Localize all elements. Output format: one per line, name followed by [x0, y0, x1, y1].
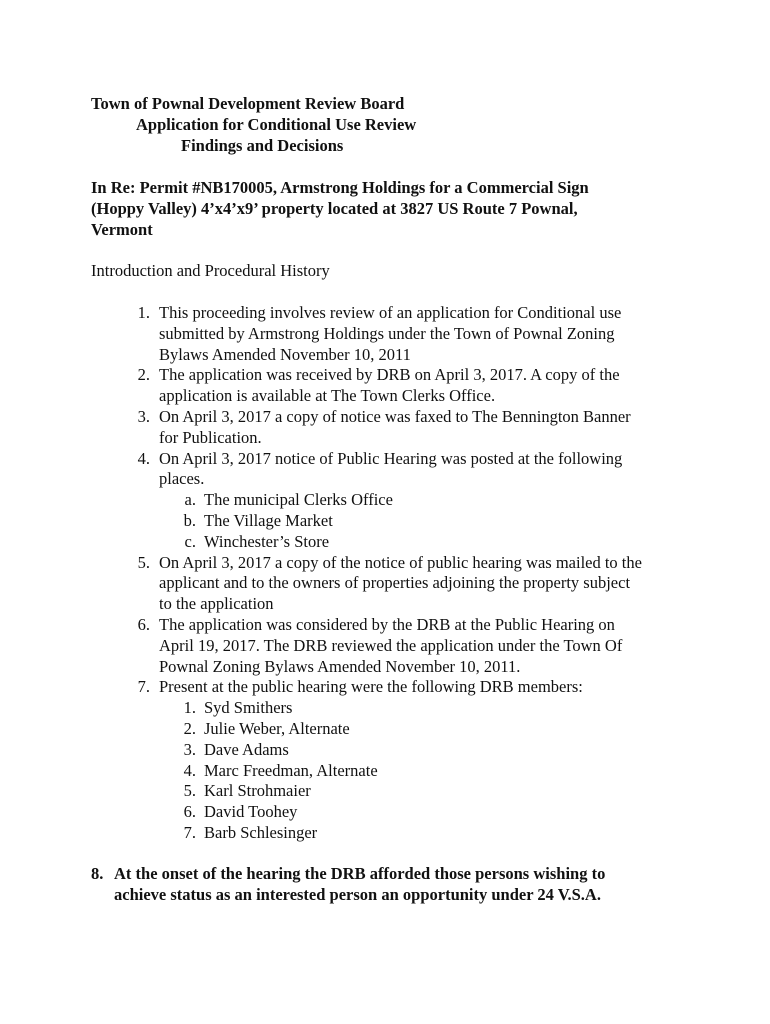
- list-item-number: 6.: [137, 615, 150, 634]
- sub-item-number: a.: [184, 490, 196, 510]
- list-item-line: application is available at The Town Clerks Office.: [159, 386, 496, 406]
- list-item-number: 1.: [137, 303, 150, 322]
- list-item-line: April 19, 2017. The DRB reviewed the application under the Town Of: [159, 635, 623, 655]
- list-item-line: Bylaws Amended November 10, 2011: [159, 344, 411, 364]
- list-item-line: On April 3, 2017 a copy of the notice of public hearing was mailed to the: [159, 552, 642, 572]
- list-item-line: submitted by Armstrong Holdings under the Town of Pownal Zoning: [159, 323, 615, 343]
- list-item-line: The application was received by DRB on April 3, 2017. A copy of the: [159, 365, 620, 385]
- sub-item-number: 3.: [183, 739, 196, 759]
- sub-item-number: c.: [184, 531, 196, 551]
- list-item-line: Pownal Zoning Bylaws Amended November 10, 2011.: [159, 656, 521, 676]
- list-item-number: 7.: [137, 677, 150, 697]
- sub-item-text: Julie Weber, Alternate: [204, 719, 350, 738]
- sub-item-text: David Toohey: [204, 802, 298, 822]
- list-item-number: 3.: [137, 407, 150, 426]
- sub-item-text: The municipal Clerks Office: [204, 490, 393, 510]
- list-item-line: On April 3, 2017 a copy of notice was faxed to The Bennington Banner: [159, 407, 631, 426]
- re-line-2: (Hoppy Valley) 4’x4’x9’ property located at 3827 US Route 7 Pownal,: [91, 199, 578, 218]
- item-8-number: 8.: [91, 864, 104, 883]
- list-item-line: The application was considered by the DRB at the Public Hearing on: [159, 615, 615, 634]
- sub-item-number: 5.: [183, 781, 196, 801]
- sub-item-text: Winchester’s Store: [204, 531, 330, 551]
- sub-item-text: Karl Strohmaier: [204, 781, 311, 801]
- sub-item-number: 7.: [183, 823, 196, 842]
- sub-item-text: Barb Schlesinger: [204, 823, 318, 842]
- re-line-1: In Re: Permit #NB170005, Armstrong Holdings for a Commercial Sign: [91, 178, 589, 197]
- board-title: Town of Pownal Development Review Board: [91, 94, 405, 113]
- list-item-line: Present at the public hearing were the following DRB members:: [159, 677, 583, 697]
- list-item-number: 4.: [137, 448, 150, 468]
- list-item-number: 2.: [137, 365, 150, 385]
- application-title: Application for Conditional Use Review: [136, 115, 417, 134]
- findings-title: Findings and Decisions: [181, 136, 344, 155]
- sub-item-number: 2.: [183, 719, 196, 738]
- sub-item-text: The Village Market: [204, 511, 333, 530]
- list-item-number: 5.: [137, 552, 150, 572]
- sub-item-number: b.: [183, 511, 196, 530]
- sub-item-number: 1.: [183, 698, 196, 718]
- sub-item-number: 6.: [183, 802, 196, 822]
- item-8-line-2: achieve status as an interested person an opportunity under 24 V.S.A.: [114, 885, 601, 904]
- sub-item-text: Marc Freedman, Alternate: [204, 760, 378, 780]
- list-item-line: On April 3, 2017 notice of Public Hearing was posted at the following: [159, 448, 623, 468]
- sub-item-text: Syd Smithers: [204, 698, 293, 718]
- list-item-line: for Publication.: [159, 427, 262, 447]
- list-item-line: This proceeding involves review of an application for Conditional use: [159, 303, 622, 322]
- re-line-3: Vermont: [91, 220, 153, 239]
- item-8-line-1: At the onset of the hearing the DRB afforded those persons wishing to: [114, 864, 606, 883]
- sub-item-number: 4.: [183, 760, 196, 780]
- list-item-line: applicant and to the owners of properties adjoining the property subject: [159, 573, 631, 593]
- section-heading: Introduction and Procedural History: [91, 261, 330, 280]
- list-item-line: places.: [159, 469, 205, 489]
- sub-item-text: Dave Adams: [204, 739, 289, 759]
- list-item-line: to the application: [159, 594, 274, 614]
